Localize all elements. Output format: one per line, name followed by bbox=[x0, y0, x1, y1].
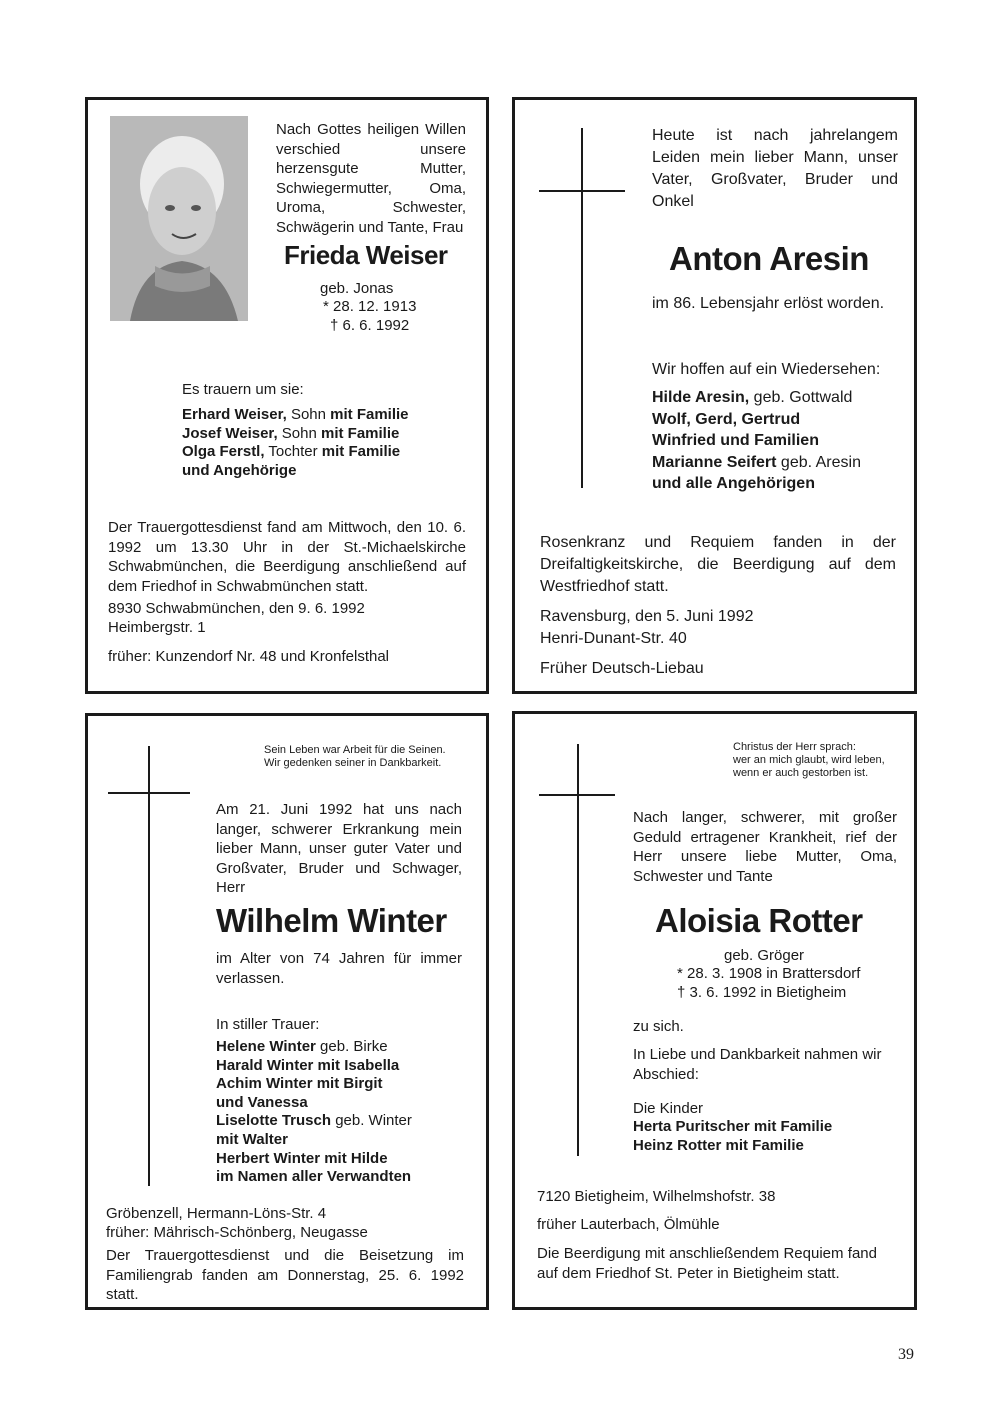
mourner-line bbox=[216, 1094, 412, 1113]
to-him-text: zu sich. bbox=[633, 1018, 684, 1035]
mourner-line bbox=[652, 409, 861, 431]
mourner-line bbox=[216, 1150, 412, 1169]
intro-text: Nach Gottes heiligen Willen verschied unsere herzensgute Mutter, Schwiegermutter, Oma, Uroma, Schwester, Schwägerin und Tante, Frau bbox=[276, 121, 466, 236]
formerly: früher: Kunzendorf Nr. 48 und Kronfelsthal bbox=[108, 648, 390, 665]
mourner-line bbox=[216, 1131, 412, 1150]
motto-line-1: Christus der Herr sprach: bbox=[733, 741, 856, 753]
hope-text: Wir hoffen auf ein Wiedersehen: bbox=[652, 361, 881, 378]
obituary-frieda-weiser bbox=[85, 97, 489, 694]
address: 7120 Bietigheim, Wilhelmshofstr. 38 bbox=[537, 1188, 776, 1205]
mourner-name: Herbert Winter mit Hilde bbox=[216, 1149, 388, 1167]
service-text: Der Trauergottesdienst fand am Mittwoch, den 10. 6. 1992 um 13.30 Uhr in der St.-Michaelskirche Schwabmünchen, die Beerdigung anschließend auf dem Friedhof in Schwabmünchen statt. bbox=[108, 519, 466, 595]
mourner-name: Liselotte Trusch bbox=[216, 1112, 332, 1130]
motto-line-3: wenn er auch gestorben ist. bbox=[733, 767, 869, 779]
mourner-name: und Angehörige bbox=[182, 461, 297, 479]
mourner-relation: geb. Gottwald bbox=[749, 389, 853, 406]
death-date: † 6. 6. 1992 bbox=[330, 317, 410, 334]
mourner-line bbox=[652, 387, 861, 409]
address: Gröbenzell, Hermann-Löns-Str. 4 bbox=[106, 1205, 327, 1222]
deceased-name: Aloisia Rotter bbox=[655, 902, 863, 939]
place-date: 8930 Schwabmünchen, den 9. 6. 1992 bbox=[108, 600, 365, 617]
mourner-line bbox=[216, 1057, 412, 1076]
obituary-wilhelm-winter bbox=[85, 713, 489, 1310]
service-text: Die Beerdigung mit anschließendem Requiem fand auf dem Friedhof St. Peter in Bietigheim statt. bbox=[537, 1245, 877, 1282]
mourner-line bbox=[182, 462, 409, 481]
mourner-name: Achim Winter mit Birgit bbox=[216, 1075, 383, 1093]
mourner-name: Marianne Seifert bbox=[652, 453, 777, 471]
mourner-line bbox=[633, 1137, 832, 1156]
mourner-relation: Tochter bbox=[264, 443, 322, 461]
birth-date: * 28. 12. 1913 bbox=[323, 298, 417, 315]
intro-text: Heute ist nach jahrelangem Leiden mein lieber Mann, unser Vater, Großvater, Bruder und Onkel bbox=[652, 127, 898, 210]
birth-date: * 28. 3. 1908 in Brattersdorf bbox=[677, 965, 861, 982]
mourner-relation: geb. Birke bbox=[315, 1038, 388, 1055]
mourner-name: Erhard Weiser, bbox=[182, 406, 287, 423]
cross-horizontal bbox=[539, 794, 615, 796]
service-text: Rosenkranz und Requiem fanden in der Dreifaltigkeitskirche, die Beerdigung auf dem Westfriedhof statt. bbox=[540, 534, 896, 595]
mourner-list bbox=[633, 1118, 832, 1155]
mourner-list bbox=[182, 406, 409, 480]
mourner-relation: geb. Winter bbox=[331, 1112, 412, 1130]
birth-name: geb. Jonas bbox=[320, 280, 394, 297]
mourner-line bbox=[182, 443, 409, 462]
obituary-aloisia-rotter bbox=[512, 711, 917, 1310]
mourner-line bbox=[216, 1112, 412, 1131]
mourner-line bbox=[182, 406, 409, 425]
cross-horizontal bbox=[108, 792, 190, 794]
place-date: Ravensburg, den 5. Juni 1992 bbox=[540, 608, 754, 625]
mourner-name: Olga Ferstl, bbox=[182, 443, 265, 461]
motto-line-2: wer an mich glaubt, wird leben, bbox=[733, 754, 885, 766]
mourner-line bbox=[633, 1118, 832, 1137]
deceased-name: Anton Aresin bbox=[669, 240, 869, 277]
intro-text: Nach langer, schwerer, mit großer Geduld ertragener Krankheit, rief der Herr unsere liebe Mutter, Oma, Schwester und Tante bbox=[633, 809, 897, 885]
mourner-line bbox=[652, 430, 861, 452]
motto-line-1: Sein Leben war Arbeit für die Seinen. bbox=[264, 744, 446, 756]
cross-vertical bbox=[577, 744, 579, 1156]
birth-name: geb. Gröger bbox=[724, 947, 805, 964]
formerly: früher Lauterbach, Ölmühle bbox=[537, 1216, 720, 1233]
mourner-name: und Vanessa bbox=[216, 1093, 308, 1111]
page-number: 39 bbox=[898, 1346, 914, 1363]
mourner-line bbox=[216, 1038, 412, 1057]
mourn-label: Es trauern um sie: bbox=[182, 381, 304, 398]
mourner-name: Heinz Rotter mit Familie bbox=[633, 1136, 804, 1154]
intro-text: Am 21. Juni 1992 hat uns nach langer, schwerer Erkrankung mein lieber Mann, unser guter Vater und Großvater, Bruder und Schwager, Herr bbox=[216, 801, 462, 896]
mourner-name: und alle Angehörigen bbox=[652, 475, 815, 492]
mourner-relation: geb. Aresin bbox=[776, 453, 861, 471]
mourner-relation: Sohn bbox=[277, 424, 321, 442]
mourner-name: mit Familie bbox=[330, 406, 409, 423]
age-text: im Alter von 74 Jahren für immer verlassen. bbox=[216, 950, 462, 987]
mourner-name: mit Familie bbox=[321, 443, 401, 461]
mourner-name: Wolf, Gerd, Gertrud bbox=[652, 410, 801, 428]
cross-horizontal bbox=[539, 190, 625, 192]
mourner-line bbox=[216, 1075, 412, 1094]
mourner-list bbox=[216, 1038, 412, 1187]
mourner-line bbox=[652, 452, 861, 474]
portrait-figure-icon bbox=[110, 116, 248, 321]
motto-line-2: Wir gedenken seiner in Dankbarkeit. bbox=[264, 757, 442, 769]
deceased-name: Wilhelm Winter bbox=[216, 902, 447, 939]
age-text: im 86. Lebensjahr erlöst worden. bbox=[652, 295, 885, 312]
cross-vertical bbox=[581, 128, 583, 488]
mourner-name: im Namen aller Verwandten bbox=[216, 1168, 412, 1186]
mourner-name: mit Familie bbox=[321, 424, 400, 442]
mourner-name: Helene Winter bbox=[216, 1038, 316, 1055]
street: Henri-Dunant-Str. 40 bbox=[540, 630, 687, 647]
portrait-photo bbox=[110, 116, 248, 321]
mourner-name: Herta Puritscher mit Familie bbox=[633, 1118, 833, 1135]
formerly: Früher Deutsch-Liebau bbox=[540, 660, 704, 677]
service-text: Der Trauergottesdienst und die Beisetzung im Familiengrab fanden am Donnerstag, 25. 6. 1992 statt. bbox=[106, 1247, 464, 1303]
mourn-label: In stiller Trauer: bbox=[216, 1016, 320, 1033]
children-label: Die Kinder bbox=[633, 1100, 704, 1117]
mourner-name: Hilde Aresin, bbox=[652, 389, 750, 406]
mourner-name: Josef Weiser, bbox=[182, 424, 278, 442]
formerly: früher: Mährisch-Schönberg, Neugasse bbox=[106, 1224, 368, 1241]
obituary-anton-aresin bbox=[512, 97, 917, 694]
mourner-list bbox=[652, 387, 861, 495]
street: Heimbergstr. 1 bbox=[108, 619, 206, 636]
mourner-line bbox=[652, 473, 861, 495]
mourner-name: mit Walter bbox=[216, 1130, 288, 1148]
death-date: † 3. 6. 1992 in Bietigheim bbox=[677, 984, 847, 1001]
mourner-name: Winfried und Familien bbox=[652, 432, 819, 449]
farewell-text: In Liebe und Dankbarkeit nahmen wir Abschied: bbox=[633, 1046, 882, 1083]
mourner-relation: Sohn bbox=[286, 406, 331, 423]
mourner-line bbox=[182, 425, 409, 444]
mourner-line bbox=[216, 1168, 412, 1187]
deceased-name: Frieda Weiser bbox=[284, 240, 448, 270]
mourner-name: Harald Winter mit Isabella bbox=[216, 1056, 400, 1074]
cross-vertical bbox=[148, 746, 150, 1186]
